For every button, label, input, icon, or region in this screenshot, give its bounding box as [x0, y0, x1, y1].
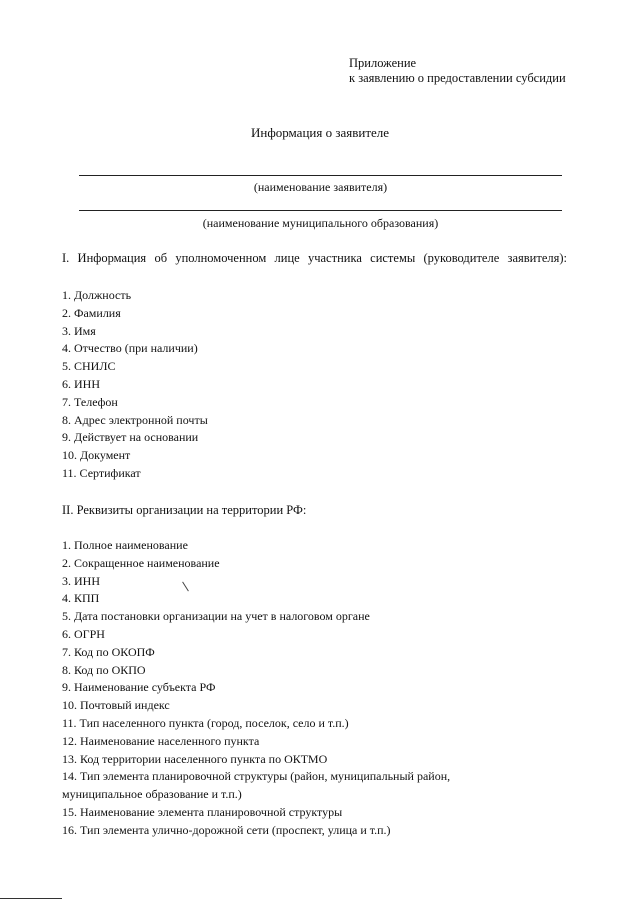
list-item: 7. Код по ОКОПФ — [62, 644, 155, 659]
list-item: 9. Действует на основании — [62, 430, 199, 445]
list-item: 1. Должность — [62, 288, 132, 302]
section-2-heading: II. Реквизиты организации на территории РФ: — [62, 503, 307, 517]
list-item: 3. Имя — [62, 323, 96, 338]
section-1-heading: I. Информация об уполномоченном лице участника системы (руководителе заявителя): — [62, 251, 567, 265]
list-item: 11. Сертификат — [62, 465, 141, 480]
list-item: 4. КПП — [62, 591, 100, 606]
section-1-list — [62, 287, 208, 483]
list-item: 16. Тип элемента улично-дорожной сети (проспект, улица и т.п.) — [62, 822, 391, 837]
list-item: 10. Почтовый индекс — [62, 698, 170, 713]
applicant-name-caption: (наименование заявителя) — [253, 180, 388, 194]
appendix-note — [349, 56, 566, 86]
list-item: 7. Телефон — [62, 394, 118, 409]
list-item: 5. СНИЛС — [62, 359, 116, 374]
list-item: 12. Наименование населенного пункта — [62, 733, 260, 748]
document-title: Информация о заявителе — [250, 125, 390, 140]
municipality-name-line — [79, 210, 562, 211]
list-item: 9. Наименование субъекта РФ — [62, 680, 216, 695]
list-item: 6. ОГРН — [62, 626, 105, 641]
list-item: 3. ИНН — [62, 573, 100, 588]
list-item: 2. Фамилия — [62, 305, 121, 320]
list-item: 6. ИНН — [62, 376, 100, 391]
appendix-line-1: Приложение — [349, 56, 417, 70]
page-edge-mark — [0, 898, 62, 899]
section-2-list — [62, 537, 522, 840]
list-item: 8. Адрес электронной почты — [62, 412, 208, 427]
appendix-line-2: к заявлению о предоставлении субсидии — [349, 71, 566, 85]
applicant-name-line — [79, 175, 562, 176]
list-item: 4. Отчество (при наличии) — [62, 341, 198, 356]
list-item: 1. Полное наименование — [62, 538, 188, 552]
list-item: 15. Наименование элемента планировочной структуры — [62, 804, 343, 819]
list-item: 13. Код территории населенного пункта по ОКТМО — [62, 751, 328, 766]
list-item: 10. Документ — [62, 448, 131, 463]
municipality-name-caption: (наименование муниципального образования) — [202, 216, 439, 230]
list-item: 5. Дата постановки организации на учет в налоговом органе — [62, 609, 370, 624]
list-item: 14. Тип элемента планировочной структуры (район, муниципальный район, муниципальное образование и т.п.) — [62, 769, 451, 802]
list-item: 2. Сокращенное наименование — [62, 555, 220, 570]
list-item: 11. Тип населенного пункта (город, поселок, село и т.п.) — [62, 715, 349, 730]
list-item: 8. Код по ОКПО — [62, 662, 146, 677]
